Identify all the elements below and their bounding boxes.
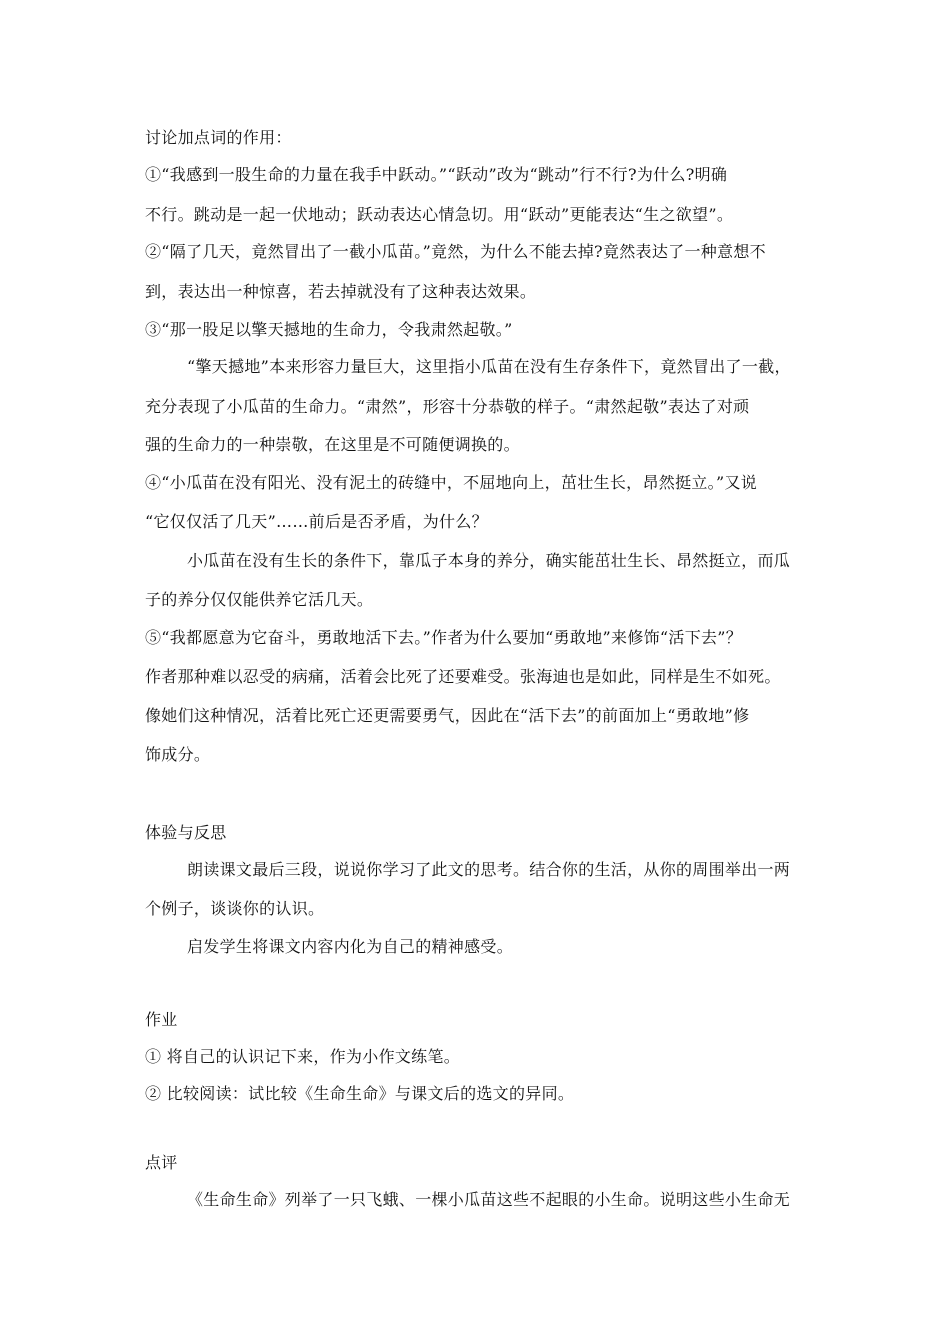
paragraph-line: ②“隔了几天，竟然冒出了一截小瓜苗。”竟然，为什么不能去掉?竟然表达了一种意想不 — [145, 242, 766, 261]
paragraph-line: 小瓜苗在没有生长的条件下，靠瓜子本身的养分，确实能茁壮生长、昂然挺立，而瓜 — [187, 551, 791, 570]
paragraph-line: 到，表达出一种惊喜，若去掉就没有了这种表达效果。 — [145, 282, 537, 301]
paragraph-line: 强的生命力的一种崇敬，在这里是不可随便调换的。 — [145, 435, 520, 454]
paragraph-line: ⑤“我都愿意为它奋斗，勇敢地活下去。”作者为什么要加“勇敢地”来修饰“活下去”？ — [145, 628, 743, 647]
paragraph-line: ④“小瓜苗在没有阳光、没有泥土的砖缝中，不屈地向上，茁壮生长，昂然挺立。”又说 — [145, 473, 758, 492]
paragraph-line: “擎天撼地”本来形容力量巨大，这里指小瓜苗在没有生存条件下，竟然冒出了一截， — [187, 357, 791, 376]
paragraph-line: 不行。跳动是一起一伏地动；跃动表达心情急切。用“跃动”更能表达“生之欲望”。 — [145, 205, 734, 224]
paragraph-line: ①“我感到一股生命的力量在我手中跃动。”“跃动”改为“跳动”行不行?为什么?明确 — [145, 165, 728, 184]
section-heading-homework: 作业 — [145, 1010, 178, 1029]
section-heading-discussion: 讨论加点词的作用： — [145, 128, 292, 147]
paragraph-line: 朗读课文最后三段，说说你学习了此文的思考。结合你的生活，从你的周围举出一两 — [187, 860, 791, 879]
paragraph-line: 像她们这种情况，活着比死亡还更需要勇气，因此在“活下去”的前面加上“勇敢地”修 — [145, 706, 750, 725]
paragraph-line: 作者那种难以忍受的病痛，活着会比死了还要难受。张海迪也是如此，同样是生不如死。 — [145, 667, 781, 686]
paragraph-line: “它仅仅活了几天”……前后是否矛盾，为什么？ — [145, 512, 488, 531]
paragraph-line: 启发学生将课文内容内化为自己的精神感受。 — [187, 937, 514, 956]
paragraph-line: ③“那一股足以擎天撼地的生命力，令我肃然起敬。” — [145, 320, 513, 339]
paragraph-line: 《生命生命》列举了一只飞蛾、一棵小瓜苗这些不起眼的小生命。说明这些小生命无 — [187, 1190, 791, 1209]
paragraph-line: 个例子，谈谈你的认识。 — [145, 899, 325, 918]
paragraph-line: 充分表现了小瓜苗的生命力。“肃然”，形容十分恭敬的样子。“肃然起敬”表达了对顽 — [145, 397, 750, 416]
section-heading-comment: 点评 — [145, 1153, 178, 1172]
list-item: ② 比较阅读：试比较《生命生命》与课文后的选文的异同。 — [145, 1084, 575, 1103]
paragraph-line: 饰成分。 — [145, 745, 211, 764]
paragraph-line: 子的养分仅仅能供养它活几天。 — [145, 590, 374, 609]
section-heading-reflection: 体验与反思 — [145, 823, 227, 842]
list-item: ① 将自己的认识记下来，作为小作文练笔。 — [145, 1047, 461, 1066]
